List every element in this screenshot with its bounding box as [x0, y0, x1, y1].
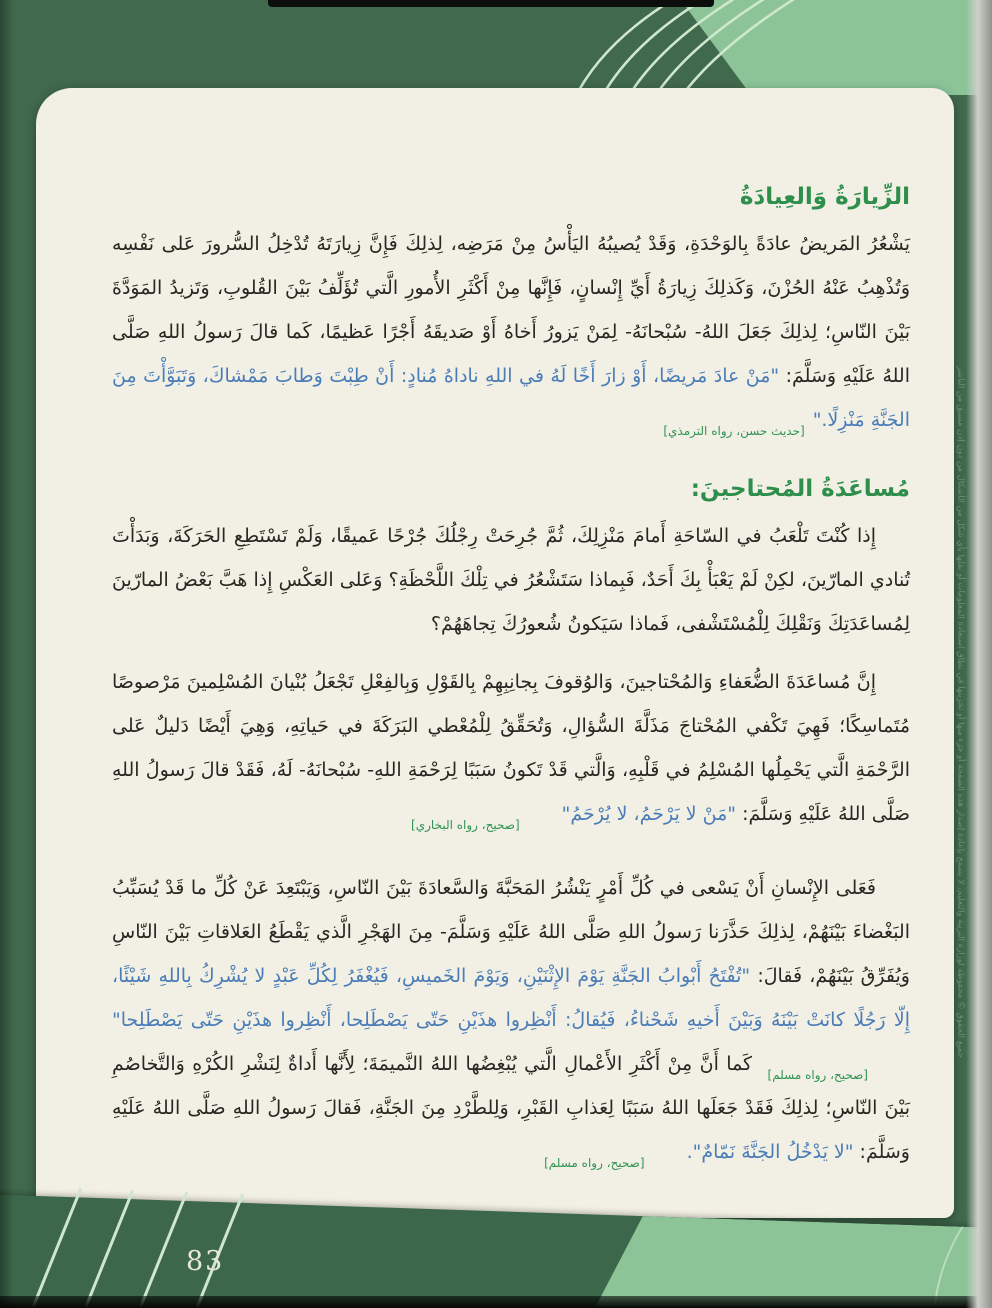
section-heading: مُساعَدَةُ المُحتاجينَ: — [690, 476, 910, 502]
hadith-attribution-tag: [صحيح، رواه مسلم] — [544, 1156, 645, 1170]
scan-edge-right — [966, 0, 992, 1308]
hadith-attribution-tag: [صحيح، رواه البخاري] — [411, 818, 520, 832]
hadith-text: "مَنْ عادَ مَريضًا، أَوْ زارَ أَخًا لَهُ في اللهِ ناداهُ مُنادٍ: أَنْ طِبْتَ وَطابَ مَمْشاكَ، وَتَبَوَّأْتَ مِنَ الجَنَّةِ مَنْزِلًا." — [112, 365, 910, 431]
scan-edge-bottom — [0, 1296, 992, 1308]
section-heading: الزِّيارَةُ وَالعِيادَةُ — [739, 184, 910, 210]
scan-edge-left — [0, 0, 14, 1308]
decor-diagonal-line — [68, 1190, 134, 1308]
hadith-text: "مَنْ لا يَرْحَمُ، لا يُرْحَمُ" — [561, 803, 737, 825]
hadith-attribution-tag: [حديث حسن، رواه الترمذي] — [663, 424, 805, 438]
copyright-vertical-text: جميع الحقوق © محفوظة لوزارة التربية والتعليم، لا يسمح بإعادة إصدار هذه الصفحة أو جزء منها أو تخزينها في نطاق استعادة المعلومات أو نقلها بأي شكل من الأشكال من دون إذن مسبق من الناشر — [956, 366, 966, 1058]
paragraph — [112, 866, 910, 1174]
sections-host — [36, 88, 954, 1174]
decor-diagonal-line — [16, 1188, 82, 1308]
textbook-page — [36, 88, 954, 1218]
body-text: يَشْعُرُ المَريضُ عادَةً بِالوَحْدَةِ، وَقَدْ يُصيبُهُ اليَأْسُ مِنْ مَرَضِه، لِذلِكَ فَإِنَّ زِيارَتَهُ تُدْخِلُ السُّرورَ عَلى نَفْسِه وَتُذْهِبُ عَنْهُ الحُزْنَ، وَكَذلِكَ زِيارَةُ أَيِّ إِنْسانٍ، فَإِنَّها مِنْ أَكْثَرِ الأُمورِ الَّتي تُؤَلِّفُ بَيْنَ القُلوبِ، وَتَزيدُ المَوَدَّةَ بَيْنَ النّاسِ؛ لِذلِكَ جَعَلَ اللهُ- سُبْحانَهُ- لِمَنْ يَزورُ أَخاهُ أَوْ صَديقَهُ أَجْرًا عَظيمًا، كَما قالَ رَسولُ اللهِ صَلَّى اللهُ عَلَيْهِ وَسَلَّمَ: — [112, 233, 910, 387]
page-number: 83 — [186, 1246, 225, 1277]
decor-diagonal-line — [122, 1192, 188, 1308]
scan-edge-top — [268, 0, 714, 7]
hadith-attribution-tag: [صحيح، رواه مسلم] — [767, 1068, 868, 1082]
paragraph — [112, 660, 910, 836]
body-text: إِذا كُنْتَ تَلْعَبُ في السّاحَةِ أَمامَ مَنْزِلِكَ، ثُمَّ جُرِحَتْ رِجْلُكَ جُرْحًا عَميقًا، وَلَمْ تَسْتَطِعِ الحَرَكَةَ، وَبَدَأْتَ تُنادي المارّينَ، لكِنْ لَمْ يَعْبَأْ بِكَ أَحَدٌ، فَبِماذا سَتَشْعُرُ في تِلْكَ اللَّحْظَةِ؟ وَعَلى العَكْسِ إِذا هَبَّ بَعْضُ المارّينَ لِمُساعَدَتِكَ وَنَقْلِكَ لِلْمُسْتَشْفى، فَماذا سَيَكونُ شُعورُكَ تِجاهَهُمْ؟ — [112, 525, 910, 635]
body-text: كَما أَنَّ مِنْ أَكْثَرِ الأَعْمالِ الَّتي يُبْغِضُها اللهُ النَّميمَةَ؛ لِأَنَّها أَداةٌ لِنَشْرِ الكُرْهِ وَالتَّخاصُمِ بَيْنَ النّاسِ؛ لِذلِكَ فَقَدْ جَعَلَها اللهُ سَبَبًا لِعَذابِ القَبْرِ، وَلِلطَّرْدِ مِنَ الجَنَّةِ، فَقالَ رَسولُ اللهِ صَلَّى اللهُ عَلَيْهِ وَسَلَّمَ: — [112, 1053, 910, 1163]
paragraph — [112, 222, 910, 442]
decor-top-curves — [420, 0, 860, 100]
body-text: فَعَلى الإِنْسانِ أَنْ يَسْعى في كُلِّ أَمْرٍ يَنْشُرُ المَحَبَّةَ وَالسَّعادَةَ بَيْنَ النّاسِ، وَيَبْتَعِدَ عَنْ كُلِّ ما قَدْ يُسَبِّبُ البَغْضاءَ بَيْنَهُمْ، لِذلِكَ حَذَّرَنا رَسولُ اللهِ صَلَّى اللهُ عَلَيْهِ وَسَلَّمَ- مِنَ الهَجْرِ الَّذي يَقْطَعُ العَلاقاتِ بَيْنَ النّاسِ وَيُفَرِّقُ بَيْنَهُمْ، فَقالَ: — [112, 877, 910, 987]
hadith-text: "تُفْتَحُ أَبْوابُ الجَنَّةِ يَوْمَ الإِثْنَيْنِ، وَيَوْمَ الخَميسِ، فَيُغْفَرُ لِكُلِّ عَبْدٍ لا يُشْرِكُ بِاللهِ شَيْئًا، إِلّا رَجُلًا كانَتْ بَيْنَهُ وَبَيْنَ أَخيهِ شَحْناءُ، فَيُقالُ: أَنْظِروا هذَيْنِ حَتّى يَصْطَلِحا، أَنْظِروا هذَيْنِ حَتّى يَصْطَلِحا" — [112, 965, 910, 1031]
hadith-text: "لا يَدْخُلُ الجَنَّةَ نَمّامٌ". — [686, 1141, 854, 1163]
paragraph — [112, 514, 910, 646]
body-text: إِنَّ مُساعَدَةَ الضُّعَفاءِ وَالمُحْتاجينَ، وَالوُقوفَ بِجانِبِهِمْ بِالقَوْلِ وَبِالفِعْلِ تَجْعَلُ بُنْيانَ المُسْلِمينَ مَرْصوصًا مُتَماسِكًا؛ فَهِيَ تَكْفي المُحْتاجَ مَذَلَّةَ السُّؤالِ، وَتُحَقِّقُ لِلْمُعْطي البَرَكَةَ في حَياتِهِ، وَهِيَ أَيْضًا دَليلٌ عَلى الرَّحْمَةِ الَّتي يَحْمِلُها المُسْلِمُ في قَلْبِهِ، وَالَّتي قَدْ تَكونُ سَبَبًا لِرَحْمَةِ اللهِ- سُبْحانَهُ- لَهُ، فَقَدْ قالَ رَسولُ اللهِ صَلَّى اللهُ عَلَيْهِ وَسَلَّمَ: — [112, 671, 910, 825]
